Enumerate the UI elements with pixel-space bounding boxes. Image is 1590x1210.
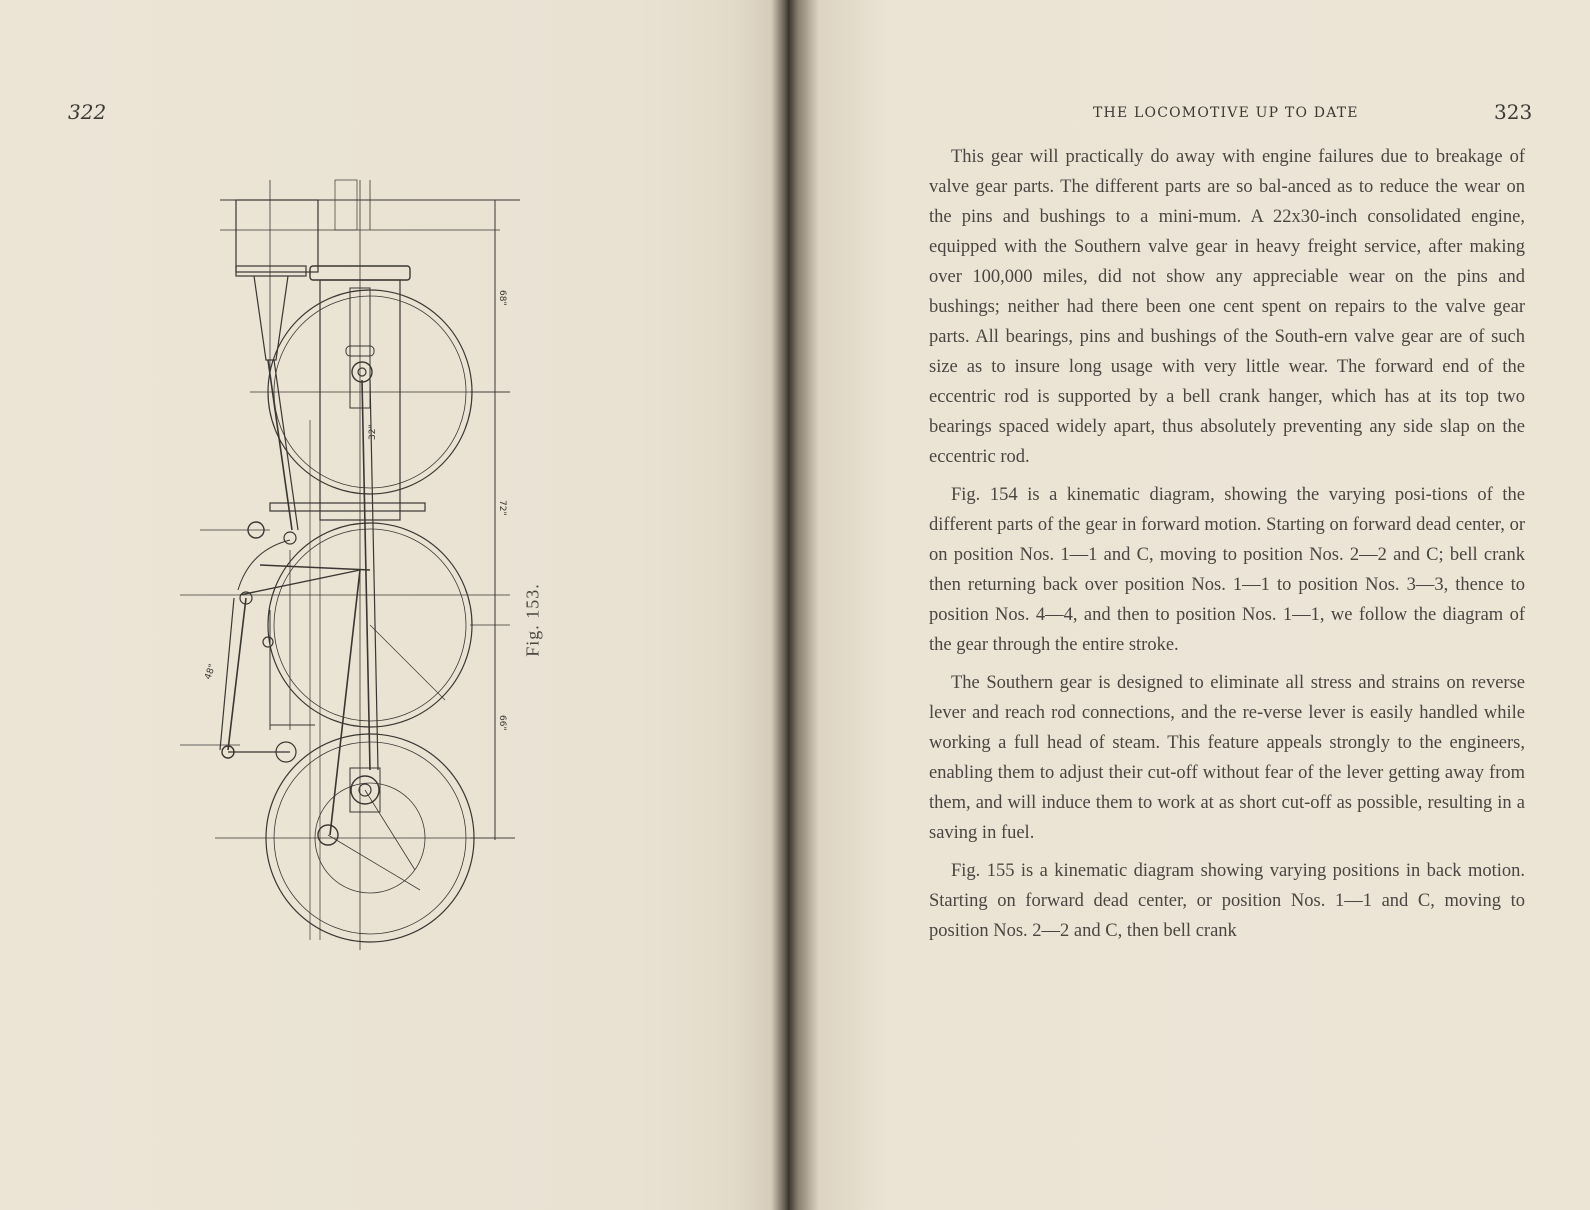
body-text [929,142,1525,954]
paragraph-3: The Southern gear is designed to eliminate all stress and strains on reverse lever and reach rod connections, and the re-verse lever is easily handled while working a full head of steam. This feature appeals strongly to the engineers, enabling them to adjust their cut-off without fear of the lever getting away from them, and will induce them to work at as short cut-off as possible, resulting in a saving in fuel. [929,673,1525,843]
left-page-number: 322 [68,100,107,124]
dimension-label-68: 68" [497,290,507,306]
dimension-label-48: 48" [203,662,219,682]
paragraph-1: This gear will practically do away with engine failures due to breakage of valve gear parts. The different parts are so bal-anced as to reduce the wear on the pins and bushings to a mini-mum. A 22x30-inch consolidated engine, equipped with the Southern valve gear in heavy freight service, after making over 100,000 miles, did not show any appreciable wear on the pins and bushings; neither had there been one cent spent on repairs to the valve gear parts. All bearings, pins and bushings of the South-ern valve gear are of such size as to insure long usage with very little wear. The forward end of the eccentric rod is supported by a bell crank hanger, which has at its top two bearings spaced widely apart, thus absolutely preventing any side slap on the eccentric rod. [929,147,1525,467]
valve-gear-drawing-icon [170,170,550,964]
running-head: THE LOCOMOTIVE UP TO DATE [1093,105,1359,121]
paragraph-4: Fig. 155 is a kinematic diagram showing varying positions in back motion. Starting on forward dead center, or position Nos. 1—1 and C, moving to position Nos. 2—2 and C, then bell crank [929,861,1525,941]
dimension-label-32: 32" [368,424,378,440]
paragraph-2: Fig. 154 is a kinematic diagram, showing the varying posi-tions of the different parts of the gear in forward motion. Starting on forward dead center, or on position Nos. 1—1 and C, moving to position Nos. 2—2 and C; bell crank then returning back over position Nos. 1—1 to position Nos. 3—3, thence to position Nos. 4—4, and then to position Nos. 1—1, we follow the diagram of the gear through the entire stroke. [929,485,1525,655]
dimension-label-66: 66" [497,715,507,731]
dimension-label-72: 72" [497,500,507,516]
right-page-number: 323 [1494,100,1533,124]
figure-caption: Fig. 153. [522,583,543,657]
left-page [0,0,785,1210]
